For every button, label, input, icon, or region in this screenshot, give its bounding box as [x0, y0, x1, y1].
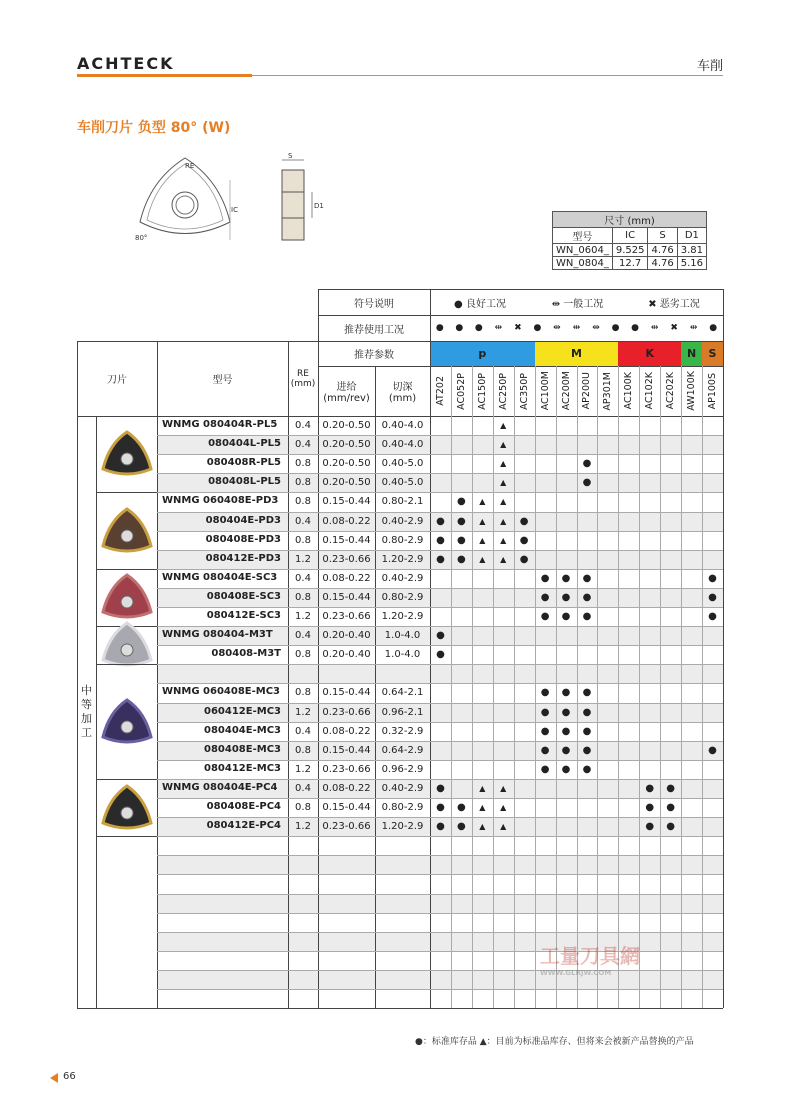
- h-line: [157, 473, 723, 474]
- stock-mark: ●: [582, 725, 592, 737]
- row-model: 080408L-PL5: [208, 476, 281, 488]
- v-line: [723, 289, 724, 1008]
- legend-bad: ✖ 恶劣工况: [648, 298, 700, 310]
- row-feed: 0.23-0.66: [322, 611, 371, 623]
- depth-header: 切深 (mm): [388, 382, 417, 404]
- watermark: [540, 940, 640, 977]
- brand-logo: ACHTECK: [77, 54, 175, 73]
- row-model: 060412E-MC3: [204, 705, 281, 717]
- params-header: 推荐参数: [354, 350, 394, 361]
- insert-pc4-image: [99, 783, 155, 833]
- row-depth: 0.80-2.1: [381, 496, 424, 508]
- stock-mark: ●: [540, 611, 550, 623]
- insert-pd3-image: [99, 506, 155, 556]
- stock-mark: ●: [540, 591, 550, 603]
- row-re: 0.8: [295, 534, 311, 546]
- row-feed: 0.20-0.40: [322, 649, 371, 661]
- stock-mark: ●: [561, 611, 571, 623]
- h-line: [157, 836, 723, 837]
- stock-mark: ●: [561, 763, 571, 775]
- row-re: 0.8: [295, 496, 311, 508]
- row-model: 080412E-PD3: [205, 552, 281, 564]
- row-re: 1.2: [295, 553, 311, 565]
- stock-mark: ●: [457, 496, 466, 508]
- h-line: [157, 760, 723, 761]
- dim-cell: 3.81: [677, 244, 706, 257]
- stock-mark: ●: [436, 782, 445, 794]
- h-line: [157, 512, 723, 513]
- row-re: 0.4: [295, 630, 311, 642]
- stock-mark: ▲: [500, 478, 507, 488]
- stock-mark: ●: [519, 534, 529, 546]
- row-re: 0.4: [295, 515, 311, 527]
- grade-label: AP100S: [707, 372, 719, 410]
- angle-label: 80°: [135, 234, 148, 242]
- row-depth: 0.64-2.9: [381, 744, 424, 756]
- row-feed: 0.08-0.22: [322, 515, 371, 527]
- condition-symbol: ●: [474, 323, 483, 333]
- row-feed: 0.20-0.50: [322, 439, 371, 451]
- stock-mark: ▲: [479, 535, 486, 545]
- stock-mark: ●: [708, 744, 717, 756]
- row-model: 080408E-MC3: [204, 743, 281, 755]
- h-line: [157, 703, 723, 704]
- row-feed: 0.20-0.50: [322, 477, 371, 489]
- row-feed: [318, 664, 375, 683]
- row-feed: 0.20-0.50: [322, 458, 371, 470]
- stock-mark: ●: [666, 782, 676, 794]
- condition-symbol: ✖: [514, 323, 522, 333]
- grade-header: [660, 366, 681, 416]
- stock-mark: ●: [582, 706, 592, 718]
- row-depth: 0.96-2.1: [381, 706, 424, 718]
- row-model: 080412E-PC4: [206, 820, 281, 832]
- stock-mark: ▲: [500, 421, 507, 431]
- condition-symbol: ●: [709, 323, 718, 333]
- group-label: 中 等 加 工: [81, 684, 92, 740]
- insert-mc3-image: [99, 697, 155, 747]
- v-line: [157, 341, 158, 1008]
- condition-symbol: ●: [435, 323, 444, 333]
- condition-symbol: ⇹: [689, 323, 698, 333]
- stock-mark: ●: [436, 630, 445, 642]
- v-line: [77, 341, 78, 1008]
- h-line: [157, 492, 723, 493]
- grade-header: [639, 366, 660, 416]
- condition-symbol: ●: [611, 323, 620, 333]
- material-band-p: p: [430, 341, 535, 366]
- stock-mark: ●: [436, 649, 445, 661]
- grade-header: [493, 366, 514, 416]
- row-depth: 0.80-2.9: [381, 591, 424, 603]
- stock-mark: ▲: [500, 497, 507, 507]
- stock-mark: ▲: [500, 783, 507, 793]
- grade-label: AC102K: [644, 372, 656, 410]
- grade-header: [556, 366, 577, 416]
- row-model: WNMG 080404R-PL5: [162, 419, 278, 430]
- row-model: WNMG 080404-M3T: [162, 629, 273, 641]
- stock-mark: ●: [540, 706, 550, 718]
- stock-mark: ●: [645, 821, 655, 833]
- row-depth: 0.96-2.9: [381, 763, 424, 775]
- stock-mark: ●: [708, 611, 717, 623]
- h-line: [157, 664, 723, 665]
- condition-symbol: ✖: [670, 323, 678, 333]
- ic-label: IC: [231, 206, 238, 214]
- dim-cell: 4.76: [648, 244, 677, 257]
- grade-label: AP301M: [602, 371, 614, 411]
- stock-mark: ●: [457, 534, 466, 546]
- dim-cell: WN_0604_: [553, 244, 613, 257]
- material-band-m: M: [535, 341, 619, 366]
- grade-header: [514, 366, 535, 416]
- row-depth: [375, 664, 430, 683]
- recommend-label: 推荐使用工况: [344, 324, 404, 336]
- stock-mark: ▲: [500, 440, 507, 450]
- material-band-k: K: [618, 341, 681, 366]
- stock-mark: ●: [519, 515, 529, 527]
- stock-mark: ●: [561, 591, 571, 603]
- s-label: S: [288, 152, 293, 160]
- stock-mark: ●: [582, 572, 592, 584]
- insert-pl5-image: [99, 429, 155, 479]
- row-model: WNMG 080404E-SC3: [162, 571, 278, 583]
- h-line: [77, 1008, 723, 1009]
- h-line: [157, 855, 723, 856]
- re-label: RE: [185, 162, 195, 170]
- stock-mark: ▲: [500, 554, 507, 564]
- stock-mark: ●: [540, 763, 550, 775]
- row-re: 0.4: [295, 420, 311, 432]
- dim-cell: 4.76: [648, 257, 677, 270]
- v-line: [318, 289, 319, 1008]
- row-re: 0.8: [295, 687, 311, 699]
- stock-mark: ●: [561, 744, 571, 756]
- dim-cell: WN_0804_: [553, 257, 613, 270]
- h-line: [157, 454, 723, 455]
- h-line: [318, 289, 723, 290]
- row-model: 080412E-SC3: [206, 610, 281, 621]
- legend-good: ● 良好工况: [454, 298, 506, 310]
- dim-header: IC: [612, 228, 648, 244]
- d1-label: D1: [314, 202, 324, 210]
- stock-mark: ●: [708, 572, 717, 584]
- row-re: 1.2: [295, 763, 311, 775]
- watermark-text: 工量刀具網: [540, 944, 640, 968]
- grade-label: AC350P: [518, 372, 530, 410]
- h-line: [157, 683, 723, 684]
- stock-mark: ●: [561, 706, 571, 718]
- grade-header: [535, 366, 556, 416]
- row-model: WNMG 060408E-MC3: [162, 686, 281, 698]
- row-feed: 0.15-0.44: [322, 591, 371, 603]
- h-line: [318, 366, 723, 367]
- row-re: 0.8: [295, 802, 311, 814]
- stock-mark: ●: [561, 725, 571, 737]
- row-depth: 0.64-2.1: [381, 687, 424, 699]
- stock-mark: ▲: [500, 822, 507, 832]
- grade-header: [430, 366, 451, 416]
- v-line: [288, 341, 289, 1008]
- stock-mark: ●: [582, 611, 592, 623]
- stock-mark: ●: [436, 821, 445, 833]
- row-feed: 0.15-0.44: [322, 534, 371, 546]
- row-depth: 0.40-5.0: [381, 458, 424, 470]
- stock-mark: ▲: [500, 535, 507, 545]
- condition-symbol: ●: [533, 323, 542, 333]
- stock-mark: ●: [457, 802, 466, 814]
- condition-symbol: ⇹: [572, 323, 581, 333]
- stock-mark: ●: [582, 477, 592, 489]
- row-depth: 1.0-4.0: [384, 649, 421, 661]
- row-model: 080404L-PL5: [208, 438, 281, 450]
- stock-mark: ●: [561, 687, 571, 699]
- stock-mark: ●: [436, 515, 445, 527]
- stock-mark: ▲: [479, 822, 486, 832]
- v-line: [96, 416, 97, 1008]
- stock-mark: ▲: [479, 497, 486, 507]
- row-re: 0.8: [295, 649, 311, 661]
- row-shade: [157, 664, 723, 683]
- h-line: [157, 798, 723, 799]
- row-model: 080408R-PL5: [206, 457, 281, 469]
- feed-header: 进给 (mm/rev): [323, 382, 370, 404]
- dim-header: S: [648, 228, 677, 244]
- stock-mark: ●: [540, 725, 550, 737]
- grade-label: AP200U: [581, 372, 593, 410]
- row-model: 080408E-SC3: [206, 590, 281, 602]
- row-feed: 0.23-0.66: [322, 553, 371, 565]
- row-depth: 0.40-2.9: [381, 782, 424, 794]
- condition-symbol: ⇹: [592, 323, 600, 333]
- stock-mark: ●: [645, 782, 655, 794]
- h-line: [157, 817, 723, 818]
- row-model: 080408E-PC4: [206, 801, 281, 812]
- row-re: 0.8: [295, 591, 311, 603]
- row-feed: 0.08-0.22: [322, 782, 371, 794]
- row-feed: 0.23-0.66: [322, 706, 371, 718]
- stock-mark: ●: [582, 744, 592, 756]
- stock-mark: ●: [582, 591, 592, 603]
- condition-symbol: ⇹: [553, 323, 561, 333]
- grade-label: AC150P: [476, 372, 488, 410]
- h-line: [157, 932, 723, 933]
- h-line: [157, 741, 723, 742]
- row-feed: 0.20-0.50: [322, 420, 371, 432]
- stock-mark: ▲: [500, 803, 507, 813]
- stock-mark: ●: [666, 821, 676, 833]
- grade-label: AC052P: [455, 372, 467, 410]
- row-model: WNMG 080404E-PC4: [162, 781, 278, 793]
- row-feed: 0.23-0.66: [322, 763, 371, 775]
- h-line: [157, 874, 723, 875]
- stock-mark: ▲: [500, 459, 507, 469]
- re-header: RE (mm): [290, 368, 316, 389]
- stock-mark: ●: [540, 687, 550, 699]
- row-re: 0.8: [295, 458, 311, 470]
- condition-symbol: ●: [455, 323, 464, 333]
- stock-mark: ●: [540, 744, 550, 756]
- h-line: [157, 779, 723, 780]
- stock-mark: ●: [666, 802, 676, 814]
- row-depth: 0.80-2.9: [381, 802, 424, 814]
- row-depth: 0.40-5.0: [381, 477, 424, 489]
- insert-header: 刀片: [107, 375, 127, 386]
- row-depth: 1.20-2.9: [381, 611, 424, 623]
- h-line: [157, 626, 723, 627]
- stock-mark: ●: [540, 572, 550, 584]
- row-re: 1.2: [295, 706, 311, 718]
- row-feed: 0.15-0.44: [322, 687, 371, 699]
- row-model: 080404E-MC3: [204, 724, 281, 736]
- grade-header: [702, 366, 723, 416]
- dim-header: 型号: [553, 228, 613, 244]
- stock-mark: ●: [582, 763, 592, 775]
- stock-mark: ●: [708, 591, 717, 603]
- insert-m3t-image: [99, 620, 155, 670]
- grade-label: AC202K: [665, 372, 677, 410]
- legend-general: ⇹ 一般工况: [551, 298, 604, 310]
- row-depth: 0.40-4.0: [381, 420, 424, 432]
- row-feed: 0.15-0.44: [322, 802, 371, 814]
- row-feed: 0.23-0.66: [322, 821, 371, 833]
- condition-symbol: ●: [631, 323, 640, 333]
- row-shade: [157, 894, 723, 913]
- h-line: [157, 913, 723, 914]
- dim-cell: 5.16: [677, 257, 706, 270]
- grade-label: AT202: [434, 376, 446, 406]
- stock-mark: ●: [645, 802, 655, 814]
- row-feed: 0.08-0.22: [322, 725, 371, 737]
- h-line: [77, 416, 723, 417]
- stock-mark: ▲: [479, 803, 486, 813]
- stock-mark: ●: [519, 553, 529, 565]
- row-model: 080408E-PD3: [205, 533, 281, 545]
- row-model: 080404E-PD3: [205, 514, 281, 526]
- watermark-url: WWW.GLRJW.COM: [540, 969, 612, 977]
- row-depth: 1.0-4.0: [384, 630, 421, 642]
- grade-header: [451, 366, 472, 416]
- grade-header: [597, 366, 618, 416]
- h-line: [157, 607, 723, 608]
- row-depth: 1.20-2.9: [381, 553, 424, 565]
- dim-cell: 12.7: [612, 257, 648, 270]
- row-re: 1.2: [295, 611, 311, 623]
- h-line: [157, 435, 723, 436]
- v-line: [430, 289, 431, 1008]
- row-re: [288, 664, 318, 683]
- row-depth: 0.40-2.9: [381, 572, 424, 584]
- stock-mark: ●: [582, 687, 592, 699]
- h-line: [157, 722, 723, 723]
- h-line: [157, 550, 723, 551]
- row-re: 0.8: [295, 744, 311, 756]
- stock-mark: ●: [457, 821, 466, 833]
- material-band-s: S: [702, 341, 723, 366]
- row-depth: 0.80-2.9: [381, 534, 424, 546]
- page-number: 66: [63, 1071, 76, 1082]
- legend-label: 符号说明: [354, 298, 394, 310]
- row-shade: [157, 855, 723, 874]
- grade-header: [618, 366, 639, 416]
- page-arrow-icon: [50, 1073, 58, 1083]
- h-line: [157, 645, 723, 646]
- row-re: 0.8: [295, 477, 311, 489]
- stock-mark: ▲: [500, 516, 507, 526]
- h-line: [157, 588, 723, 589]
- stock-mark: ▲: [479, 554, 486, 564]
- stock-mark: ●: [436, 553, 445, 565]
- row-re: 0.4: [295, 782, 311, 794]
- dim-title: 尺寸 (mm): [553, 212, 707, 228]
- page-title: 车削刀片 负型 80° (W): [77, 120, 231, 136]
- grade-header: [577, 366, 598, 416]
- grade-label: AC100K: [623, 372, 635, 410]
- row-model: 080408-M3T: [211, 648, 281, 660]
- stock-mark: ▲: [479, 516, 486, 526]
- section-label: 车削: [696, 59, 723, 74]
- material-band-n: N: [681, 341, 702, 366]
- row-feed: 0.15-0.44: [322, 744, 371, 756]
- row-depth: 0.40-4.0: [381, 439, 424, 451]
- stock-mark: ●: [561, 572, 571, 584]
- grade-label: AC100M: [539, 371, 551, 411]
- h-line: [77, 341, 723, 342]
- row-depth: 0.40-2.9: [381, 515, 424, 527]
- stock-mark: ●: [457, 515, 466, 527]
- row-model: WNMG 060408E-PD3: [162, 495, 279, 507]
- condition-symbol: ⇹: [650, 323, 659, 333]
- dim-header: D1: [677, 228, 706, 244]
- h-line: [157, 569, 723, 570]
- grade-header: [681, 366, 702, 416]
- stock-mark: ●: [436, 534, 445, 546]
- row-re: 0.4: [295, 439, 311, 451]
- dim-cell: 9.525: [612, 244, 648, 257]
- row-re: 0.4: [295, 572, 311, 584]
- h-line: [157, 989, 723, 990]
- row-model: 080412E-MC3: [204, 762, 281, 774]
- condition-symbol: ⇹: [494, 323, 503, 333]
- row-depth: 0.32-2.9: [381, 725, 424, 737]
- row-feed: 0.08-0.22: [322, 572, 371, 584]
- stock-mark: ●: [457, 553, 466, 565]
- footnote: ●：标准库存品 ▲：目前为标准品库存、但将来会被新产品替换的产品: [415, 1037, 694, 1047]
- stock-mark: ▲: [479, 783, 486, 793]
- h-line: [157, 531, 723, 532]
- row-re: 1.2: [295, 821, 311, 833]
- h-line: [318, 315, 723, 316]
- row-feed: 0.20-0.40: [322, 630, 371, 642]
- stock-mark: ●: [582, 458, 592, 470]
- stock-mark: ●: [436, 802, 445, 814]
- grade-header: [472, 366, 493, 416]
- h-line: [157, 894, 723, 895]
- grade-label: AW100K: [686, 371, 698, 411]
- insert-sc3-image: [99, 572, 155, 622]
- grade-label: AC200M: [560, 371, 572, 411]
- row-depth: 1.20-2.9: [381, 821, 424, 833]
- grade-label: AC250P: [497, 372, 509, 410]
- model-header: 型号: [212, 375, 233, 386]
- row-re: 0.4: [295, 725, 311, 737]
- row-feed: 0.15-0.44: [322, 496, 371, 508]
